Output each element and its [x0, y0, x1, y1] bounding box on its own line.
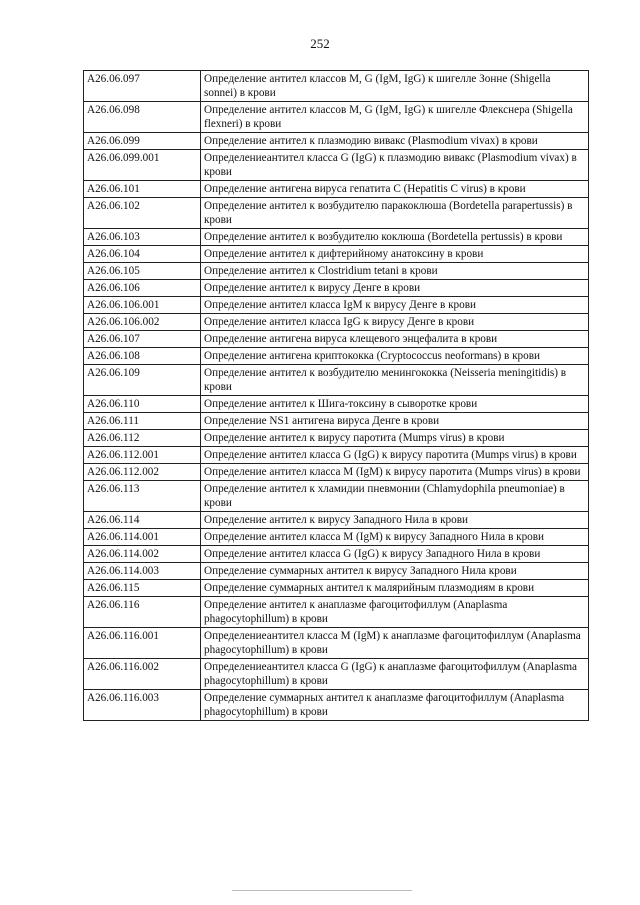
- service-code: A26.06.116.002: [84, 659, 201, 690]
- table-row: [84, 447, 589, 464]
- service-codes-table: [83, 70, 589, 721]
- service-code: A26.06.111: [84, 413, 201, 430]
- table-row: [84, 348, 589, 365]
- service-code: A26.06.116.003: [84, 690, 201, 721]
- service-name: Определение суммарных антител к малярийным плазмодиям в крови: [201, 580, 589, 597]
- table-row: [84, 546, 589, 563]
- table-row: [84, 263, 589, 280]
- service-name: Определение антигена вируса гепатита С (Hepatitis C virus) в крови: [201, 181, 589, 198]
- service-name: Определение антител класса G (IgG) к вирусу Западного Нила в крови: [201, 546, 589, 563]
- service-name: Определение антител к дифтерийному анатоксину в крови: [201, 246, 589, 263]
- service-name: Определение антител к вирусу Западного Нила в крови: [201, 512, 589, 529]
- table-row: [84, 597, 589, 628]
- service-code: A26.06.097: [84, 71, 201, 102]
- service-code: A26.06.101: [84, 181, 201, 198]
- table-row: [84, 314, 589, 331]
- service-name: Определение антител к Clostridium tetani в крови: [201, 263, 589, 280]
- service-code: A26.06.098: [84, 102, 201, 133]
- service-name: Определение антител к Шига-токсину в сыворотке крови: [201, 396, 589, 413]
- service-name: Определение антител класса IgG к вирусу Денге в крови: [201, 314, 589, 331]
- service-code: A26.06.114: [84, 512, 201, 529]
- table-row: [84, 297, 589, 314]
- service-name: Определение антител к возбудителю коклюша (Bordetella pertussis) в крови: [201, 229, 589, 246]
- table-row: [84, 229, 589, 246]
- service-name: Определение антител к вирусу Денге в крови: [201, 280, 589, 297]
- service-code: A26.06.115: [84, 580, 201, 597]
- service-code: A26.06.105: [84, 263, 201, 280]
- table-row: [84, 481, 589, 512]
- service-name: Определение антител класса G (IgG) к вирусу паротита (Mumps virus) в крови: [201, 447, 589, 464]
- table-row: [84, 690, 589, 721]
- service-name: Определение антител к вирусу паротита (Mumps virus) в крови: [201, 430, 589, 447]
- service-code: A26.06.116: [84, 597, 201, 628]
- service-name: Определениеантител класса G (IgG) к плазмодию вивакс (Plasmodium vivax) в крови: [201, 150, 589, 181]
- service-code: A26.06.108: [84, 348, 201, 365]
- service-code: A26.06.114.001: [84, 529, 201, 546]
- table-row: [84, 413, 589, 430]
- service-name: Определение антител класса M (IgM) к вирусу паротита (Mumps virus) в крови: [201, 464, 589, 481]
- service-code: A26.06.106: [84, 280, 201, 297]
- table-row: [84, 198, 589, 229]
- table-row: [84, 71, 589, 102]
- service-name: Определение антител класса IgM к вирусу Денге в крови: [201, 297, 589, 314]
- service-code: A26.06.106.001: [84, 297, 201, 314]
- table-row: [84, 628, 589, 659]
- service-code: A26.06.107: [84, 331, 201, 348]
- service-code: A26.06.114.003: [84, 563, 201, 580]
- service-code: A26.06.103: [84, 229, 201, 246]
- service-code: A26.06.112: [84, 430, 201, 447]
- service-name: Определение антител к возбудителю менингококка (Neisseria meningitidis) в крови: [201, 365, 589, 396]
- service-name: Определение суммарных антител к вирусу Западного Нила крови: [201, 563, 589, 580]
- service-name: Определение антител к возбудителю паракоклюша (Bordetella parapertussis) в крови: [201, 198, 589, 229]
- bottom-rule: [232, 890, 412, 891]
- service-name: Определение суммарных антител к анаплазме фагоцитофиллум (Anaplasma phagocytophillum) в крови: [201, 690, 589, 721]
- service-code: A26.06.116.001: [84, 628, 201, 659]
- service-name: Определениеантител класса M (IgM) к анаплазме фагоцитофиллум (Anaplasma phagocytophillum) в крови: [201, 628, 589, 659]
- table-row: [84, 563, 589, 580]
- page-number: 252: [310, 36, 330, 51]
- service-name: Определение антител к плазмодию вивакс (Plasmodium vivax) в крови: [201, 133, 589, 150]
- service-code: A26.06.099: [84, 133, 201, 150]
- service-code: A26.06.102: [84, 198, 201, 229]
- service-name: Определение антител классов M, G (IgM, IgG) к шигелле Флекснера (Shigella flexneri) в крови: [201, 102, 589, 133]
- table-row: [84, 396, 589, 413]
- service-code: A26.06.106.002: [84, 314, 201, 331]
- table-row: [84, 181, 589, 198]
- service-name: Определение антигена криптококка (Cryptococcus neoformans) в крови: [201, 348, 589, 365]
- table-row: [84, 280, 589, 297]
- table-row: [84, 133, 589, 150]
- service-code: A26.06.109: [84, 365, 201, 396]
- service-name: Определение антигена вируса клещевого энцефалита в крови: [201, 331, 589, 348]
- table-row: [84, 430, 589, 447]
- service-code: A26.06.099.001: [84, 150, 201, 181]
- table-row: [84, 512, 589, 529]
- service-name: Определение антител классов M, G (IgM, IgG) к шигелле Зонне (Shigella sonnei) в крови: [201, 71, 589, 102]
- service-name: Определение антител класса M (IgM) к вирусу Западного Нила в крови: [201, 529, 589, 546]
- table-row: [84, 102, 589, 133]
- table-body: [84, 71, 589, 721]
- table-row: [84, 150, 589, 181]
- table-row: [84, 580, 589, 597]
- service-code: A26.06.114.002: [84, 546, 201, 563]
- service-name: Определение антител к хламидии пневмонии (Chlamydophila pneumoniae) в крови: [201, 481, 589, 512]
- service-name: Определение NS1 антигена вируса Денге в крови: [201, 413, 589, 430]
- table-row: [84, 529, 589, 546]
- table-row: [84, 659, 589, 690]
- service-code: A26.06.112.001: [84, 447, 201, 464]
- service-code: A26.06.110: [84, 396, 201, 413]
- table-row: [84, 464, 589, 481]
- table-row: [84, 365, 589, 396]
- service-code: A26.06.113: [84, 481, 201, 512]
- service-name: Определениеантител класса G (IgG) к анаплазме фагоцитофиллум (Anaplasma phagocytophillum) в крови: [201, 659, 589, 690]
- table-row: [84, 331, 589, 348]
- table-row: [84, 246, 589, 263]
- service-name: Определение антител к анаплазме фагоцитофиллум (Anaplasma phagocytophillum) в крови: [201, 597, 589, 628]
- service-code: A26.06.112.002: [84, 464, 201, 481]
- service-code: A26.06.104: [84, 246, 201, 263]
